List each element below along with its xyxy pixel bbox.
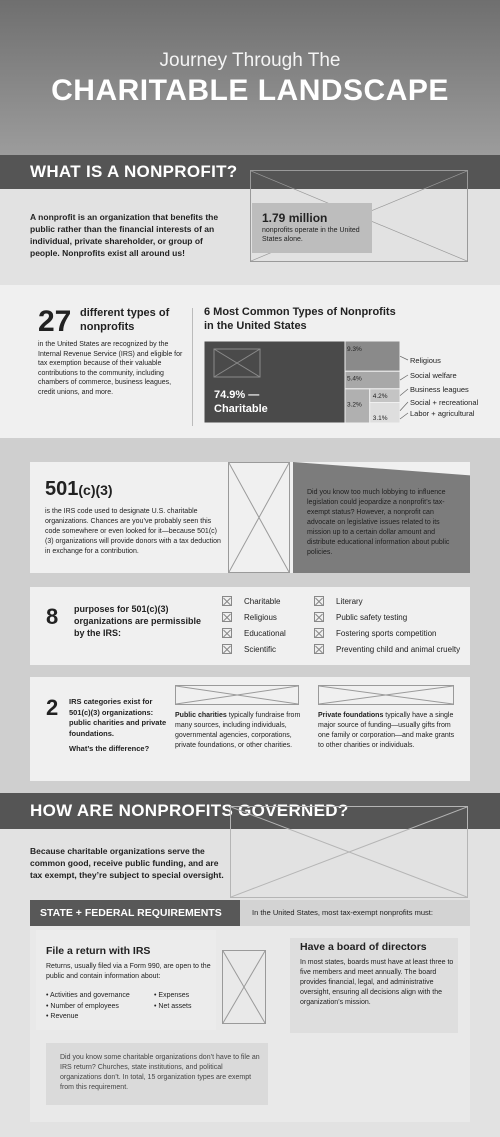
- legend-leader-line: [400, 389, 408, 396]
- public-charities-desc: typically fundraise from many sources, including individuals, governmental agencies, corporations, private foundations, or other charities.: [175, 712, 301, 749]
- legend-leader-line: [400, 375, 408, 380]
- purposes-col1: [222, 593, 312, 657]
- purpose-item: [314, 593, 470, 609]
- bullet-item: • Net assets: [154, 1002, 192, 1010]
- title-line-1: Journey Through The: [159, 50, 341, 71]
- bullet-item: • Number of employees: [46, 1002, 119, 1010]
- purpose-label: Public safety testing: [336, 612, 408, 622]
- checkbox-icon: [314, 596, 324, 606]
- purposes-text: purposes for 501(c)(3) organizations are permissible by the IRS:: [74, 604, 202, 638]
- irs-note: Did you know some charitable organizations don’t have to file an IRS return? Churches, state institutions, and political organizations don’t. In total, 15 organization types are exempt from this requirement.: [60, 1054, 260, 1091]
- purpose-label: Religious: [244, 612, 277, 622]
- checkbox-icon: [314, 612, 324, 622]
- bullet-item: • Revenue: [46, 1013, 79, 1020]
- c3-body: is the IRS code used to designate U.S. charitable organizations. Chances are you’ve probably seen this code somewhere or even looked for it—because 501(c)(3) organizations will provide donors with a tax deduction in exchange for a contribution.: [45, 508, 221, 555]
- image-placeholder: [230, 806, 468, 898]
- purposes-col2: [314, 593, 470, 657]
- purpose-item: [222, 641, 312, 657]
- treemap-label-social-recreational: 3.2%: [347, 401, 362, 409]
- purpose-item: [314, 625, 470, 641]
- private-foundations-desc: typically have a single major source of funding—usually gifts from one family or corporation—and make grants to other charities or individuals.: [318, 712, 455, 749]
- treemap-label-religious: 9.3%: [347, 346, 362, 353]
- legend-leader-line: [400, 356, 408, 360]
- purpose-item: [314, 641, 470, 657]
- return-bullets-col2: [154, 991, 224, 1012]
- legend-leader-line: [400, 413, 408, 419]
- checkbox-icon: [314, 628, 324, 638]
- public-charities-label: Public charities: [175, 712, 227, 719]
- treemap-label-charitable-pct: 74.9% —: [214, 389, 260, 401]
- return-body: Returns, usually filed via a Form 990, are open to the public and contain information about:: [46, 963, 211, 980]
- legend-label-religious: Religious: [410, 356, 441, 365]
- governed-intro: Because charitable organizations serve the common good, receive public funding, and are tax exempt, they’re subject to special oversight.: [30, 846, 224, 880]
- purpose-item: [222, 609, 312, 625]
- header-banner: [0, 0, 500, 155]
- private-foundations-label: Private foundations: [318, 712, 384, 719]
- section-heading-governed: HOW ARE NONPROFITS GOVERNED?: [0, 793, 500, 829]
- stat-box: [252, 203, 372, 253]
- section-heading-what-is: WHAT IS A NONPROFIT?: [0, 155, 500, 189]
- divider: [192, 308, 193, 426]
- nonprofit-definition: A nonprofit is an organization that benefits the public rather than the financial interests of an individual, private shareholder, or group of people. Nonprofits exist all around us!: [30, 212, 219, 258]
- categories-question: What’s the difference?: [69, 744, 150, 753]
- purpose-item: [222, 593, 312, 609]
- return-bullets-col1: [46, 991, 151, 1023]
- purpose-item: [222, 625, 312, 641]
- stat-text: nonprofits operate in the United States alone.: [262, 227, 360, 243]
- c3-title: [45, 478, 113, 501]
- checkbox-icon: [222, 644, 232, 654]
- legend-label-social-welfare: Social welfare: [410, 371, 457, 380]
- image-placeholder: [175, 685, 299, 705]
- image-placeholder: [222, 950, 266, 1024]
- purpose-label: Scientific: [244, 644, 277, 654]
- purpose-label: Preventing child and animal cruelty: [336, 644, 461, 654]
- return-title: File a return with IRS: [46, 945, 151, 957]
- board-title: Have a board of directors: [300, 941, 427, 953]
- purpose-label: Fostering sports competition: [336, 628, 437, 638]
- image-placeholder: [318, 685, 454, 705]
- board-body: In most states, boards must have at least three to five members and meet annually. The board provides financial, legal, and administrative oversight, ensuring all decisions align with the organization’s mission.: [300, 959, 454, 1006]
- requirements-tab-note: In the United States, most tax-exempt nonprofits must:: [240, 900, 470, 926]
- purpose-item: [314, 609, 470, 625]
- treemap-label-business-leagues: 4.2%: [372, 392, 388, 400]
- stat-value: 1.79 million: [262, 211, 328, 225]
- categories-text: IRS categories exist for 501(c)(3) organizations: public charities and private foundations.: [69, 697, 167, 738]
- c3-note: Did you know too much lobbying to influence legislation could jeopardize a nonprofit’s tax-exempt status? However, a nonprofit can advocate on legislative issues related to its mission up to a certain dollar amount and distribute educational information about public policies.: [307, 489, 450, 556]
- checkbox-icon: [222, 612, 232, 622]
- bullet-item: • Expenses: [154, 992, 190, 999]
- checkbox-icon: [222, 628, 232, 638]
- purposes-number: 8: [46, 604, 59, 629]
- types-headline: different types of nonprofits: [80, 307, 170, 333]
- treemap-label-charitable: Charitable: [214, 403, 268, 415]
- categories-number: 2: [46, 695, 59, 720]
- purpose-label: Charitable: [244, 596, 281, 606]
- legend-label-labor-agricultural: Labor + agricultural: [410, 409, 475, 418]
- types-body: in the United States are recognized by the Internal Revenue Service (IRS) and eligible for tax exemption because of their valuable contributions to the community, including chambers of commerce, business leagues, credit unions, and more.: [38, 341, 183, 396]
- legend-label-business-leagues: Business leagues: [410, 385, 469, 394]
- purpose-label: Literary: [336, 596, 363, 606]
- legend-label-social-recreational: Social + recreational: [410, 398, 479, 407]
- chart-title: 6 Most Common Types of Nonprofits in the United States: [204, 306, 396, 332]
- legend-leader-line: [400, 402, 408, 411]
- requirements-tab: STATE + FEDERAL REQUIREMENTS: [30, 900, 240, 926]
- treemap-label-labor-agricultural: 3.1%: [372, 415, 388, 422]
- private-foundations-text: [318, 711, 456, 751]
- types-big-number: 27: [38, 305, 72, 338]
- c3-title-sub: (c)(3): [78, 482, 113, 498]
- image-placeholder: [228, 462, 290, 573]
- checkbox-icon: [222, 596, 232, 606]
- public-charities-text: [175, 711, 303, 751]
- purpose-label: Educational: [244, 628, 286, 638]
- bullet-item: • Activities and governance: [46, 992, 130, 999]
- treemap-chart: [204, 341, 480, 423]
- checkbox-icon: [314, 644, 324, 654]
- treemap-label-social-welfare: 5.4%: [347, 375, 362, 383]
- c3-title-main: 501: [45, 478, 79, 500]
- title-line-2: CHARITABLE LANDSCAPE: [51, 74, 449, 107]
